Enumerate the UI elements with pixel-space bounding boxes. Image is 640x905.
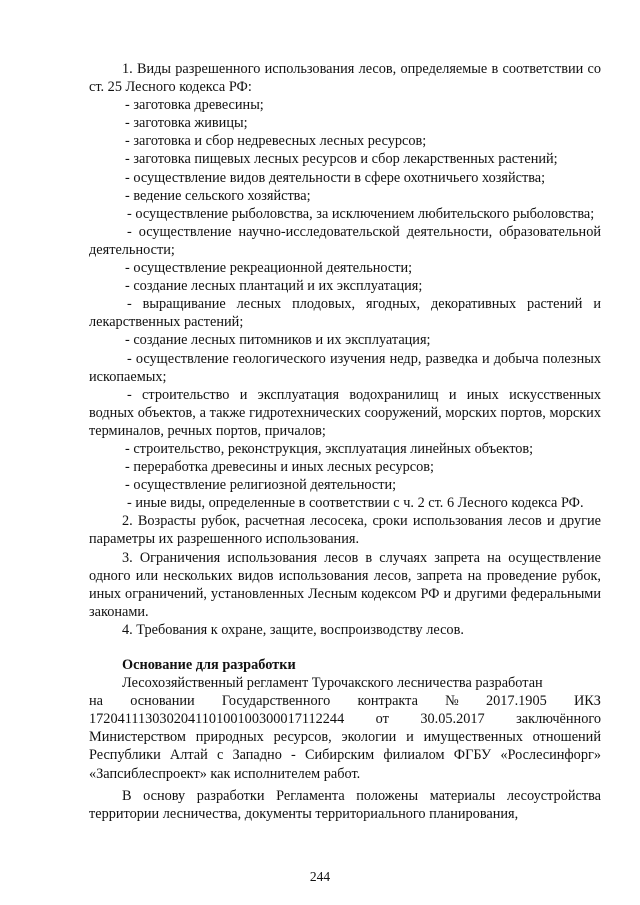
section-3: 3. Ограничения использования лесов в случаях запрета на осуществление одного или нескольких видов использования лесов, запрета на проведение рубок, иных ограничений, установленных Лесным кодексом РФ и другими федеральными законами. [89, 549, 601, 620]
list-item: - заготовка и сбор недревесных лесных ресурсов; [125, 133, 427, 150]
list-item: - переработка древесины и иных лесных ресурсов; [125, 459, 434, 476]
word: № [445, 693, 459, 710]
list-item: - осуществление рыболовства, за исключением любительского рыболовства; [127, 205, 595, 222]
list-item: - заготовка живицы; [125, 115, 248, 132]
word: контракта [357, 693, 418, 710]
list-item: - выращивание лесных плодовых, ягодных, декоративных растений и лекарственных растений; [89, 296, 601, 331]
basis-p1-line-2 [89, 692, 601, 710]
basis-paragraph-2: В основу разработки Регламента положены материалы лесоустройства территории лесничества, документы территориального планирования, [89, 787, 601, 822]
list-item: - строительство и эксплуатация водохранилищ и иных искусственных водных объектов, а также гидротехнических сооружений, морских портов, морских терминалов, речных портов, причалов; [89, 386, 601, 439]
basis-p1-rest: 172041113030204110100100300017112244 от 30.05.2017 заключённого Министерством природных ресурсов, экологии и имущественных отношений Республики Алтай с Западно - Сибирским филиалом ФГБУ «Рослесинфорг» «Запсиблеспроект» как исполнителем работ. [89, 711, 601, 782]
section-gap [89, 639, 601, 656]
section-1-intro: 1. Виды разрешенного использования лесов, определяемые в соответствии со ст. 25 Лесного кодекса РФ: [89, 61, 601, 96]
section-4: 4. Требования к охране, защите, воспроизводству лесов. [122, 621, 464, 638]
list-item: - строительство, реконструкция, эксплуатация линейных объектов; [125, 440, 534, 457]
page-number: 244 [309, 869, 331, 884]
list-item: - осуществление религиозной деятельности; [125, 477, 397, 494]
list-item: - создание лесных плантаций и их эксплуатация; [125, 278, 423, 295]
page-content [89, 60, 601, 823]
list-item: - осуществление научно-исследовательской деятельности, образовательной деятельности; [89, 223, 601, 258]
list-item: - осуществление рекреационной деятельности; [125, 260, 413, 277]
word: ИКЗ [573, 693, 601, 710]
basis-paragraph-1 [89, 674, 601, 783]
list-item: - заготовка пищевых лесных ресурсов и сбор лекарственных растений; [125, 151, 558, 168]
section-2: 2. Возрасты рубок, расчетная лесосека, сроки использования лесов и другие параметры их разрешенного использования. [89, 513, 601, 548]
list-item: - иные виды, определенные в соответствии с ч. 2 ст. 6 Лесного кодекса РФ. [127, 495, 584, 512]
list-item: - осуществление видов деятельности в сфере охотничьего хозяйства; [125, 169, 546, 186]
basis-p1-line-1: Лесохозяйственный регламент Турочакского лесничества разработан [122, 675, 543, 692]
list-item: - осуществление геологического изучения недр, разведка и добыча полезных ископаемых; [89, 350, 601, 385]
permitted-uses-list [89, 96, 601, 512]
word: 2017.1905 [485, 693, 547, 710]
list-item: - заготовка древесины; [125, 97, 264, 114]
basis-heading: Основание для разработки [122, 657, 296, 673]
list-item: - создание лесных питомников и их эксплуатация; [125, 332, 431, 349]
word: основании [130, 693, 195, 710]
list-item: - ведение сельского хозяйства; [125, 187, 311, 204]
word: Государственного [221, 693, 331, 710]
word: на [89, 693, 103, 710]
